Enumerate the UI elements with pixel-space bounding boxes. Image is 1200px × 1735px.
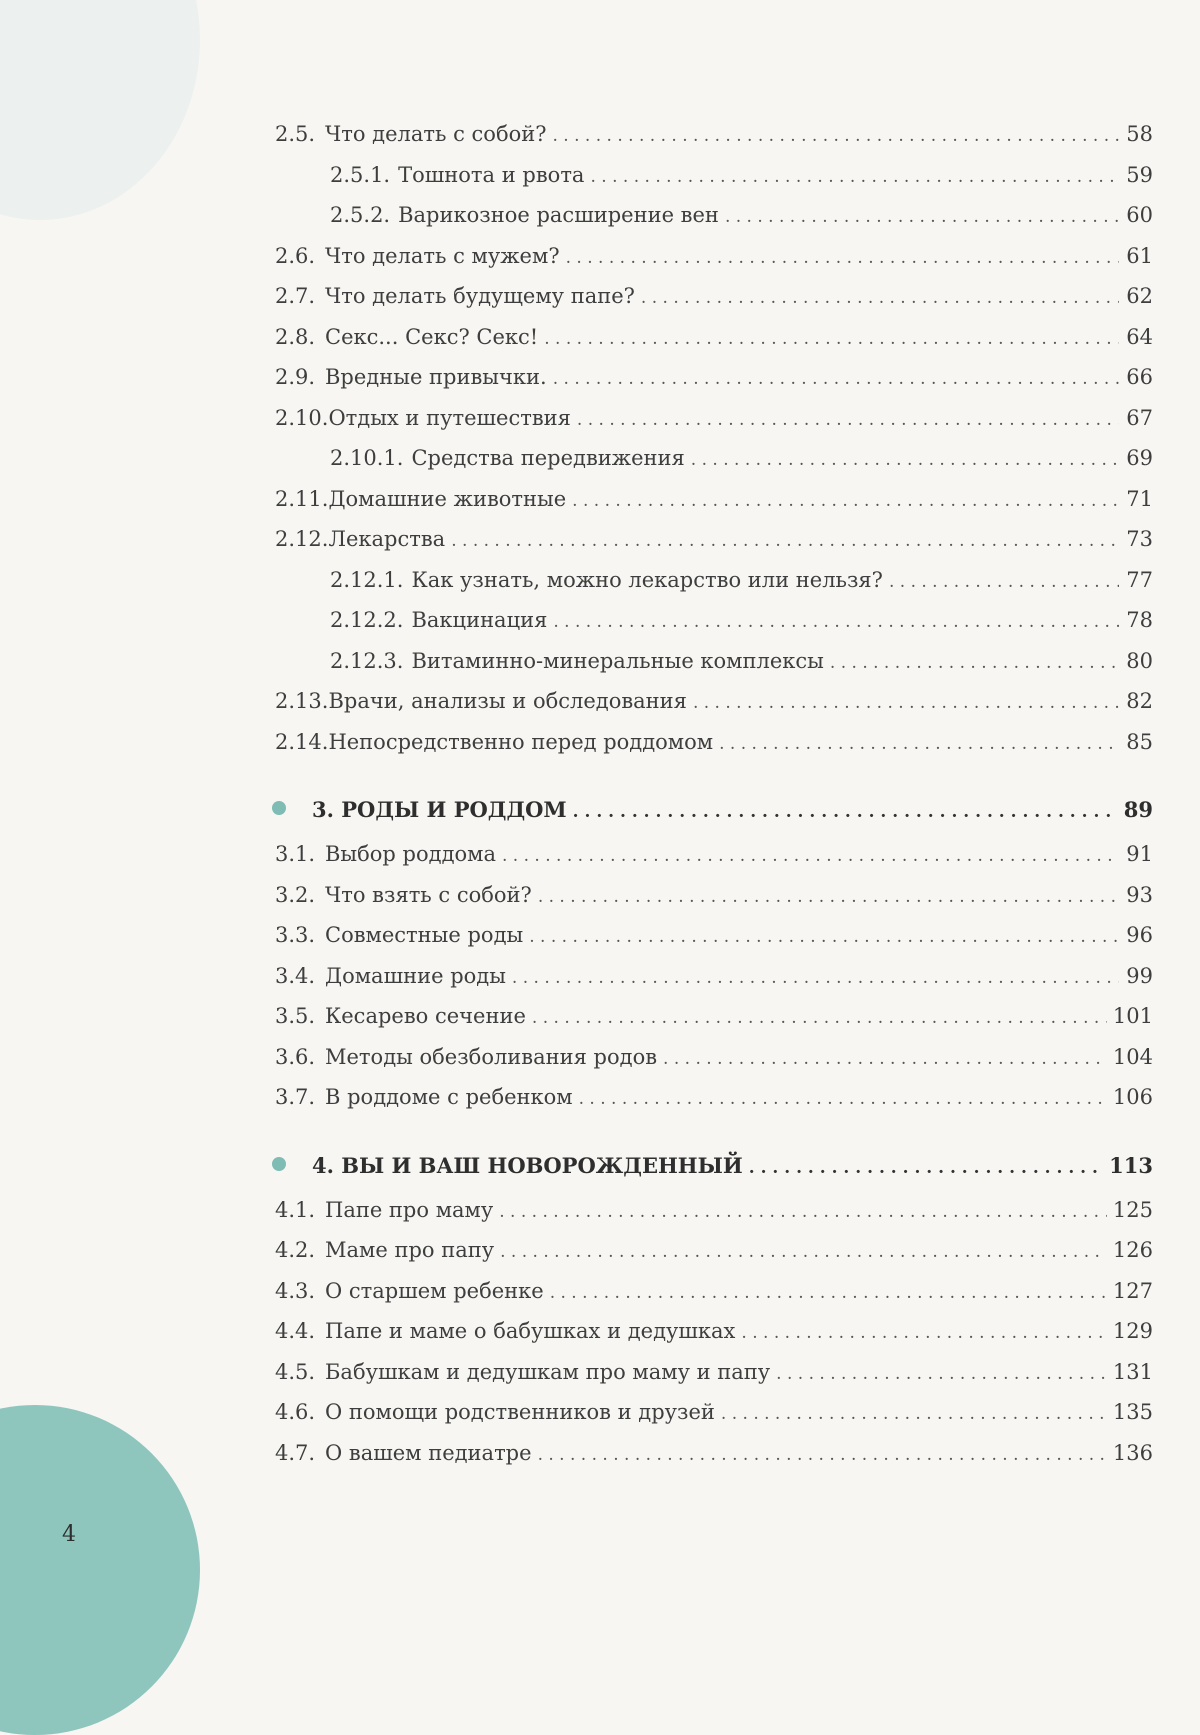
entry-page: 66: [1126, 365, 1153, 389]
chapter-title: 4. ВЫ И ВАШ НОВОРОЖДЕННЫЙ: [312, 1152, 743, 1178]
dot-leader: [451, 531, 1119, 551]
entry-number: 2.12.3.: [330, 648, 404, 673]
entry-title: Отдых и путешествия: [328, 405, 571, 430]
entry-number: 2.12.1.: [330, 567, 404, 592]
toc-entry[interactable]: [275, 964, 1153, 1005]
entry-number: 2.10.: [275, 405, 329, 430]
dot-leader: [550, 1283, 1107, 1303]
entry-page: 62: [1126, 284, 1153, 308]
entry-title: Что взять с собой?: [325, 882, 532, 907]
section-2-entries: [275, 122, 1153, 770]
entry-title: Витаминно-минеральные комплексы: [411, 648, 824, 673]
entry-number: 3.1.: [275, 842, 316, 866]
entry-title: Что делать с собой?: [325, 122, 547, 146]
toc-entry[interactable]: [275, 1238, 1153, 1279]
entry-number: 3.2.: [275, 882, 316, 907]
entry-page: 85: [1126, 729, 1153, 754]
entry-number: 2.12.: [275, 527, 329, 551]
entry-page: 127: [1112, 1278, 1153, 1303]
entry-page: 93: [1126, 882, 1153, 907]
toc-entry[interactable]: [275, 608, 1153, 649]
chapter-bullet-icon: [272, 1157, 286, 1171]
entry-title: Домашние роды: [325, 963, 506, 988]
entry-page: 78: [1126, 608, 1153, 632]
entry-title: Что делать будущему папе?: [325, 284, 635, 308]
chapter-page: 89: [1123, 797, 1153, 822]
entry-page: 59: [1126, 162, 1153, 187]
entry-number: 4.7.: [275, 1440, 316, 1465]
entry-number: 2.8.: [275, 324, 316, 349]
dot-leader: [776, 1364, 1107, 1384]
entry-page: 136: [1112, 1440, 1153, 1465]
chapter-3-heading[interactable]: [272, 797, 1153, 837]
entry-number: 3.3.: [275, 923, 316, 947]
toc-entry[interactable]: [275, 527, 1153, 568]
entry-number: 3.4.: [275, 963, 316, 988]
entry-title: Папе про маму: [325, 1197, 494, 1222]
entry-title: Совместные роды: [325, 923, 524, 947]
entry-number: 3.5.: [275, 1004, 316, 1028]
entry-title: Тошнота и рвота: [398, 162, 585, 187]
entry-page: 129: [1112, 1319, 1153, 1343]
entry-number: 4.3.: [275, 1278, 316, 1303]
entry-page: 80: [1126, 648, 1153, 673]
toc-entry[interactable]: [275, 1360, 1153, 1401]
entry-number: 2.5.1.: [330, 162, 391, 187]
chapter-bullet-icon: [272, 801, 286, 815]
toc-entry[interactable]: [275, 1279, 1153, 1320]
dot-leader: [538, 887, 1119, 907]
dot-leader: [577, 410, 1119, 430]
toc-entry[interactable]: [275, 842, 1153, 883]
entry-title: Варикозное расширение вен: [398, 203, 719, 227]
toc-entry[interactable]: [275, 649, 1153, 690]
entry-page: 73: [1126, 527, 1153, 551]
toc-entry[interactable]: [275, 1004, 1153, 1045]
entry-title: Секс... Секс? Секс!: [325, 324, 539, 349]
toc-entry[interactable]: [275, 365, 1153, 406]
entry-page: 91: [1126, 842, 1153, 866]
toc-entry[interactable]: [275, 1441, 1153, 1482]
decorative-circle-top: [0, 0, 200, 220]
dot-leader: [691, 450, 1119, 470]
entry-title: О вашем педиатре: [325, 1440, 532, 1465]
dot-leader: [500, 1242, 1107, 1262]
entry-number: 2.5.: [275, 122, 316, 146]
toc-entry[interactable]: [275, 244, 1153, 285]
entry-title: Непосредственно перед роддомом: [328, 729, 714, 754]
entry-number: 3.7.: [275, 1085, 316, 1109]
entry-page: 104: [1112, 1044, 1153, 1069]
entry-title: Как узнать, можно лекарство или нельзя?: [411, 567, 883, 592]
entry-page: 96: [1126, 923, 1153, 947]
entry-number: 2.11.: [275, 486, 329, 511]
toc-entry[interactable]: [275, 568, 1153, 609]
entry-number: 2.7.: [275, 284, 316, 308]
dot-leader: [538, 1445, 1107, 1465]
entry-page: 77: [1126, 567, 1153, 592]
toc-entry[interactable]: [275, 1198, 1153, 1239]
table-of-contents: [275, 122, 1153, 1481]
entry-title: О старшем ребенке: [325, 1278, 544, 1303]
entry-title: Средства передвижения: [411, 446, 685, 470]
entry-page: 82: [1126, 689, 1153, 713]
entry-page: 99: [1126, 963, 1153, 988]
dot-leader: [830, 653, 1119, 673]
toc-entry[interactable]: [275, 284, 1153, 325]
toc-entry[interactable]: [275, 1045, 1153, 1086]
entry-page: 71: [1126, 486, 1153, 511]
section-3-entries: [275, 842, 1153, 1126]
dot-leader: [544, 329, 1119, 349]
entry-title: Папе и маме о бабушках и дедушках: [325, 1319, 736, 1343]
entry-page: 135: [1112, 1400, 1153, 1424]
toc-entry[interactable]: [275, 1085, 1153, 1126]
entry-title: Врачи, анализы и обследования: [328, 689, 687, 713]
toc-entry[interactable]: [275, 446, 1153, 487]
entry-title: Вредные привычки.: [325, 365, 547, 389]
dot-leader: [572, 491, 1119, 511]
dot-leader: [663, 1049, 1107, 1069]
entry-page: 106: [1112, 1085, 1153, 1109]
toc-entry[interactable]: [275, 163, 1153, 204]
entry-page: 126: [1112, 1238, 1153, 1262]
chapter-4-heading[interactable]: [272, 1153, 1153, 1193]
entry-page: 69: [1126, 446, 1153, 470]
toc-entry[interactable]: [275, 325, 1153, 366]
dot-leader: [693, 693, 1119, 713]
decorative-circle-bottom: [0, 1405, 200, 1735]
toc-entry[interactable]: [275, 1400, 1153, 1441]
dot-leader: [719, 734, 1119, 754]
dot-leader: [532, 1008, 1107, 1028]
toc-entry[interactable]: [275, 487, 1153, 528]
entry-number: 4.5.: [275, 1359, 316, 1384]
dot-leader: [749, 1158, 1103, 1178]
entry-number: 4.1.: [275, 1197, 316, 1222]
dot-leader: [502, 846, 1119, 866]
entry-title: Что делать с мужем?: [325, 243, 560, 268]
entry-number: 4.4.: [275, 1319, 316, 1343]
entry-title: Маме про папу: [325, 1238, 495, 1262]
dot-leader: [553, 612, 1119, 632]
entry-title: Бабушкам и дедушкам про маму и папу: [325, 1359, 771, 1384]
entry-page: 101: [1112, 1004, 1153, 1028]
entry-number: 2.6.: [275, 243, 316, 268]
dot-leader: [566, 248, 1119, 268]
entry-page: 61: [1126, 243, 1153, 268]
entry-number: 4.2.: [275, 1238, 316, 1262]
dot-leader: [721, 1404, 1107, 1424]
toc-entry[interactable]: [275, 923, 1153, 964]
toc-entry[interactable]: [275, 406, 1153, 447]
entry-number: 2.5.2.: [330, 203, 391, 227]
dot-leader: [889, 572, 1119, 592]
entry-title: Вакцинация: [411, 608, 548, 632]
chapter-title: 3. РОДЫ И РОДДОМ: [312, 797, 567, 822]
dot-leader: [573, 802, 1118, 822]
entry-number: 2.14.: [275, 729, 329, 754]
dot-leader: [741, 1323, 1107, 1343]
toc-entry[interactable]: [275, 122, 1153, 163]
page-number: 4: [62, 1522, 76, 1547]
chapter-page: 113: [1109, 1152, 1153, 1178]
entry-number: 2.9.: [275, 365, 316, 389]
entry-title: Выбор роддома: [325, 842, 496, 866]
entry-page: 58: [1126, 122, 1153, 146]
entry-number: 2.12.2.: [330, 608, 404, 632]
toc-entry[interactable]: [275, 203, 1153, 244]
dot-leader: [499, 1202, 1107, 1222]
entry-title: В роддоме с ребенком: [325, 1085, 573, 1109]
toc-entry[interactable]: [275, 883, 1153, 924]
entry-number: 2.10.1.: [330, 446, 404, 470]
entry-number: 3.6.: [275, 1044, 316, 1069]
entry-title: Кесарево сечение: [325, 1004, 526, 1028]
entry-page: 67: [1126, 405, 1153, 430]
dot-leader: [553, 369, 1119, 389]
dot-leader: [579, 1089, 1107, 1109]
entry-number: 4.6.: [275, 1400, 316, 1424]
entry-title: Домашние животные: [328, 486, 567, 511]
entry-page: 60: [1126, 203, 1153, 227]
entry-number: 2.13.: [275, 689, 329, 713]
dot-leader: [590, 167, 1119, 187]
toc-entry[interactable]: [275, 1319, 1153, 1360]
toc-entry[interactable]: [275, 730, 1153, 771]
dot-leader: [641, 288, 1119, 308]
dot-leader: [553, 126, 1120, 146]
entry-page: 125: [1112, 1197, 1153, 1222]
entry-title: Лекарства: [328, 527, 446, 551]
entry-page: 64: [1126, 324, 1153, 349]
dot-leader: [512, 968, 1119, 988]
entry-title: Методы обезболивания родов: [325, 1044, 658, 1069]
section-4-entries: [275, 1198, 1153, 1482]
entry-title: О помощи родственников и друзей: [325, 1400, 715, 1424]
entry-page: 131: [1112, 1359, 1153, 1384]
dot-leader: [725, 207, 1119, 227]
toc-entry[interactable]: [275, 689, 1153, 730]
dot-leader: [529, 927, 1119, 947]
